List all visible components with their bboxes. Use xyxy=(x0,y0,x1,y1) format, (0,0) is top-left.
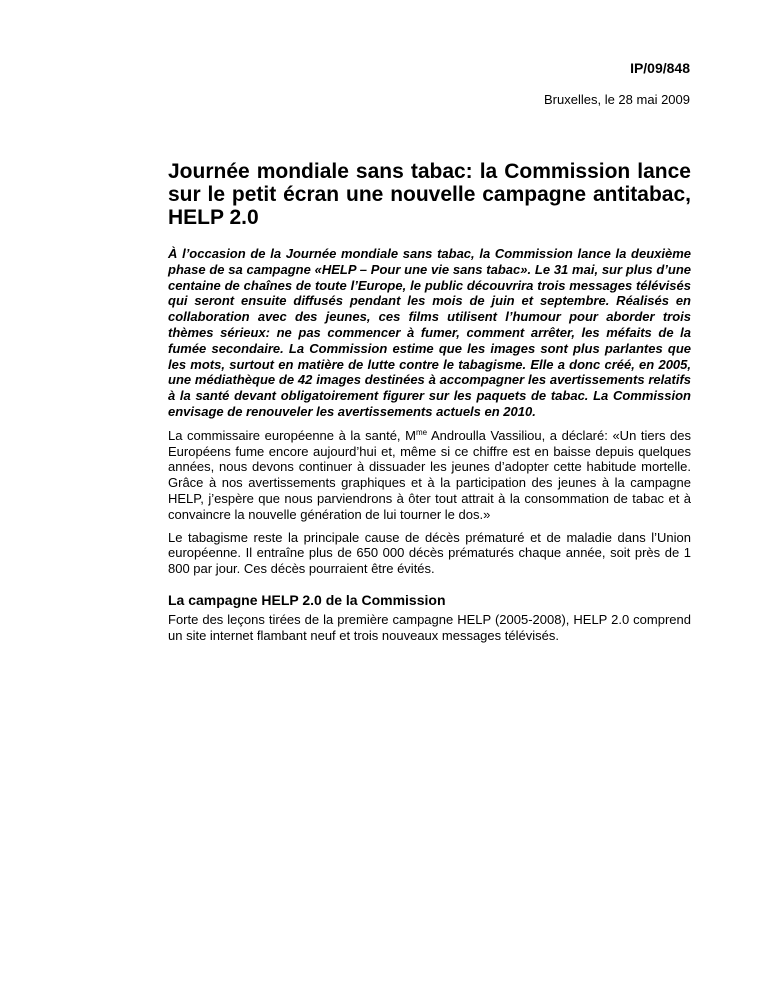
lead-paragraph: À l’occasion de la Journée mondiale sans tabac, la Commission lance la deuxième phase de sa campagne «HELP – Pour une vie sans tabac». Le 31 mai, sur plus d’une centaine de chaînes de toute l’Europe, le public découvrira trois messages télévisés qui seront ensuite diffusés pendant les mois de juin et septembre. Réalisés en collaboration avec des jeunes, ces films utilisent l’humour pour aborder trois thèmes sérieux: ne pas commencer à fumer, comment arrêter, les méfaits de la fumée secondaire. La Commission estime que les images sont plus parlantes que les mots, surtout en matière de lutte contre le tabagisme. Elle a donc créé, en 2005, une médiathèque de 42 images destinées à accompagner les avertissements relatifs à la santé devant obligatoirement figurer sur les paquets de tabac. La Commission envisage de renouveler les avertissements actuels en 2010. xyxy=(168,246,691,419)
dateline: Bruxelles, le 28 mai 2009 xyxy=(544,92,690,107)
quote-superscript: me xyxy=(415,427,428,437)
quote-paragraph xyxy=(168,428,691,523)
quote-text-end: Androulla Vassiliou, a déclaré: «Un tiers des Européens fume encore aujourd’hui et, même si ce chiffre est en baisse depuis quelques années, nous devons continuer à dissuader les jeunes d’adopter cette habitude mortelle. Grâce à nos avertissements graphiques et à la participation des jeunes à la campagne HELP, j’espère que nous parviendrons à ôter tout attrait à la consommation de tabac et à convaincre la nouvelle génération de lui tourner le dos.» xyxy=(168,427,692,522)
reference-number: IP/09/848 xyxy=(630,60,690,76)
quote-text-start: La commissaire européenne à la santé, M xyxy=(168,427,416,443)
article-title: Journée mondiale sans tabac: la Commission lance sur le petit écran une nouvelle campagne antitabac, HELP 2.0 xyxy=(168,160,691,229)
article-body xyxy=(168,160,691,651)
section-heading: La campagne HELP 2.0 de la Commission xyxy=(168,591,446,608)
statistics-paragraph: Le tabagisme reste la principale cause de décès prématuré et de maladie dans l’Union européenne. Il entraîne plus de 650 000 décès prématurés chaque année, soit près de 1 800 par jour. Ces décès pourraient être évités. xyxy=(168,529,691,577)
campaign-paragraph: Forte des leçons tirées de la première campagne HELP (2005-2008), HELP 2.0 comprend un site internet flambant neuf et trois nouveaux messages télévisés. xyxy=(168,611,691,643)
